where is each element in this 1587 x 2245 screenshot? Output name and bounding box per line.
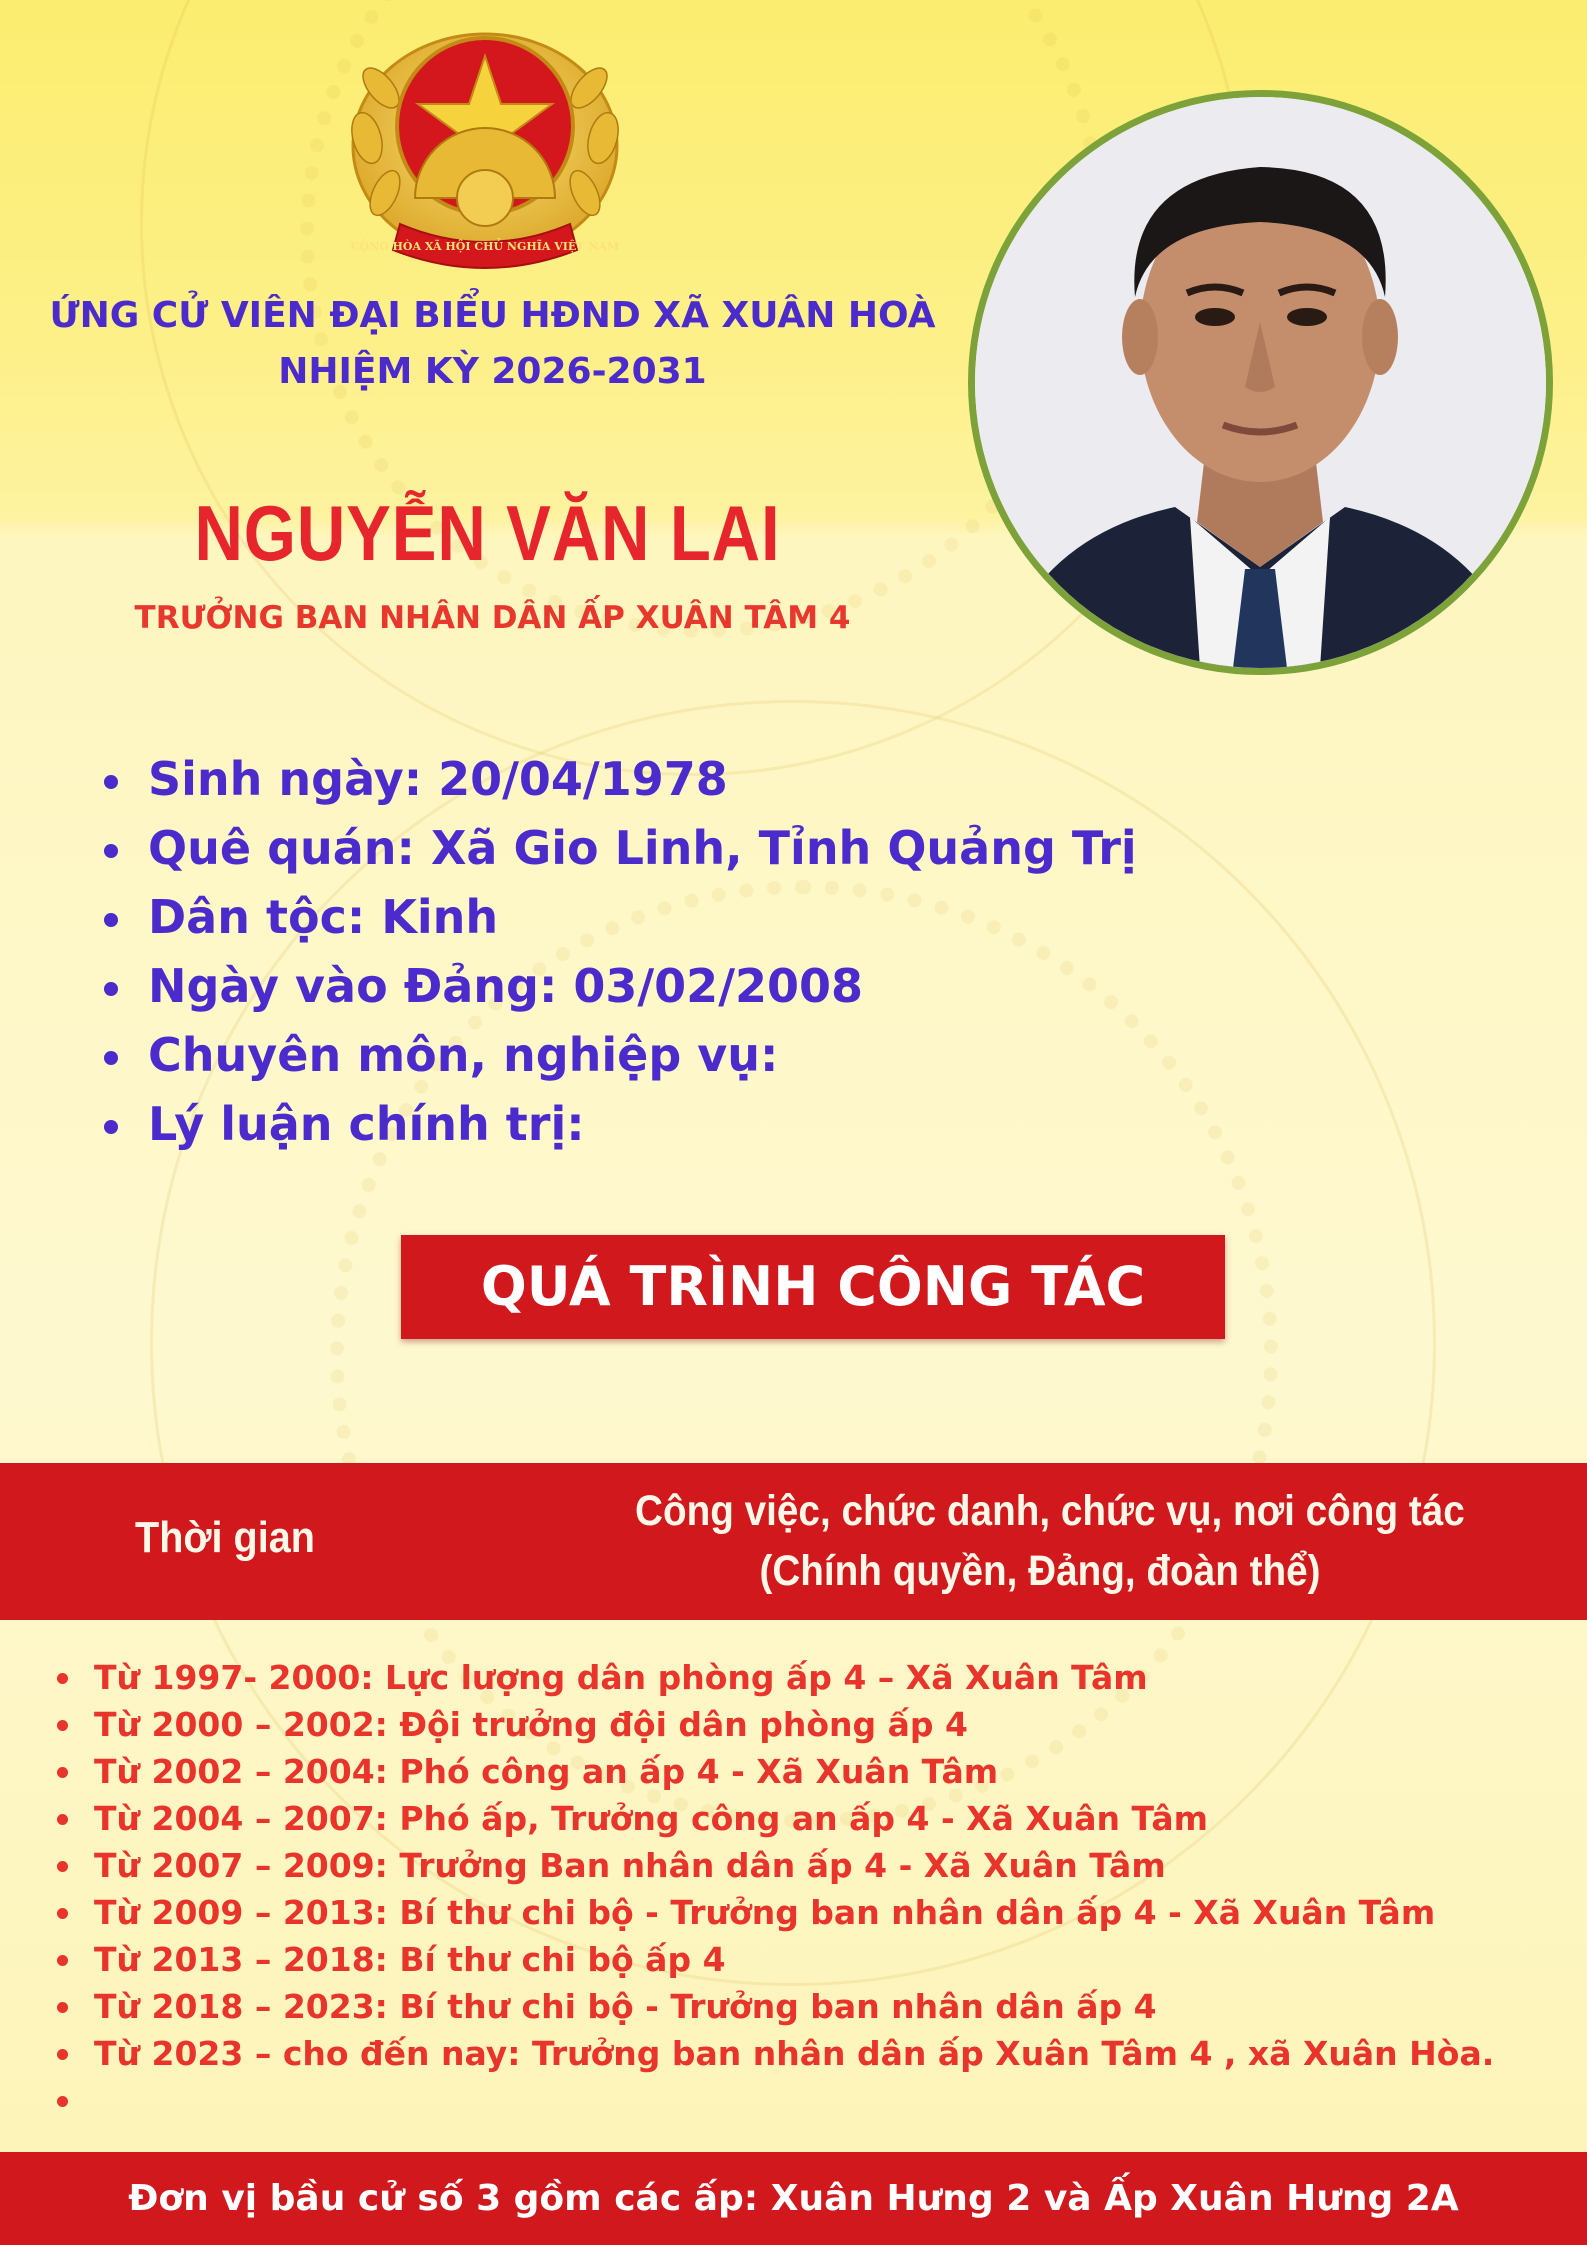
list-item: Từ 2013 – 2018: Bí thư chi bộ ấp 4 <box>52 1936 1494 1983</box>
list-item: Từ 2018 – 2023: Bí thư chi bộ - Trưởng ban nhân dân ấp 4 <box>52 1983 1494 2030</box>
candidate-title: ỨNG CỬ VIÊN ĐẠI BIỂU HĐND XÃ XUÂN HOÀ <box>49 295 936 336</box>
column-header-job <box>635 1481 1465 1601</box>
list-item: Từ 2002 – 2004: Phó công an ấp 4 - Xã Xuân Tâm <box>52 1748 1494 1795</box>
column-header-job-line1: Công việc, chức danh, chức vụ, nơi công tác <box>635 1487 1465 1535</box>
info-party-join-date: Ngày vào Đảng: 03/02/2008 <box>100 952 1137 1021</box>
info-profession: Chuyên môn, nghiệp vụ: <box>100 1021 1137 1090</box>
work-history-table-header <box>0 1463 1587 1620</box>
list-item: Từ 1997- 2000: Lực lượng dân phòng ấp 4 – Xã Xuân Tâm <box>52 1654 1494 1701</box>
list-item: Từ 2007 – 2009: Trưởng Ban nhân dân ấp 4 - Xã Xuân Tâm <box>52 1842 1494 1889</box>
column-header-time: Thời gian <box>135 1513 315 1562</box>
list-item: Từ 2004 – 2007: Phó ấp, Trưởng công an ấp 4 - Xã Xuân Tâm <box>52 1795 1494 1842</box>
national-emblem-icon <box>345 28 625 278</box>
info-hometown: Quê quán: Xã Gio Linh, Tỉnh Quảng Trị <box>100 814 1137 883</box>
column-header-job-line2: (Chính quyền, Đảng, đoàn thể) <box>759 1547 1321 1595</box>
list-item <box>52 2077 1494 2124</box>
list-item: Từ 2009 – 2013: Bí thư chi bộ - Trưởng ban nhân dân ấp 4 - Xã Xuân Tâm <box>52 1889 1494 1936</box>
candidate-portrait <box>968 90 1553 675</box>
candidate-name: NGUYỄN VĂN LAI <box>194 489 781 577</box>
info-political-theory: Lý luận chính trị: <box>100 1090 1137 1159</box>
info-birth-date: Sinh ngày: 20/04/1978 <box>100 745 1137 814</box>
work-history-list <box>52 1654 1494 2124</box>
candidate-role: TRƯỞNG BAN NHÂN DÂN ẤP XUÂN TÂM 4 <box>134 600 851 636</box>
info-ethnicity: Dân tộc: Kinh <box>100 883 1137 952</box>
term-title: NHIỆM KỲ 2026-2031 <box>278 351 707 392</box>
list-item: Từ 2023 – cho đến nay: Trưởng ban nhân dân ấp Xuân Tâm 4 , xã Xuân Hòa. <box>52 2030 1494 2077</box>
emblem-ribbon-text: CỘNG HÒA XÃ HỘI CHỦ NGHĨA VIỆT NAM <box>350 240 620 253</box>
work-history-title: QUÁ TRÌNH CÔNG TÁC <box>401 1235 1225 1339</box>
portrait-photo-icon <box>975 97 1546 668</box>
list-item: Từ 2000 – 2002: Đội trưởng đội dân phòng ấp 4 <box>52 1701 1494 1748</box>
electoral-unit-footer: Đơn vị bầu cử số 3 gồm các ấp: Xuân Hưng 2 và Ấp Xuân Hưng 2A <box>0 2152 1587 2245</box>
personal-info-list <box>100 745 1137 1159</box>
